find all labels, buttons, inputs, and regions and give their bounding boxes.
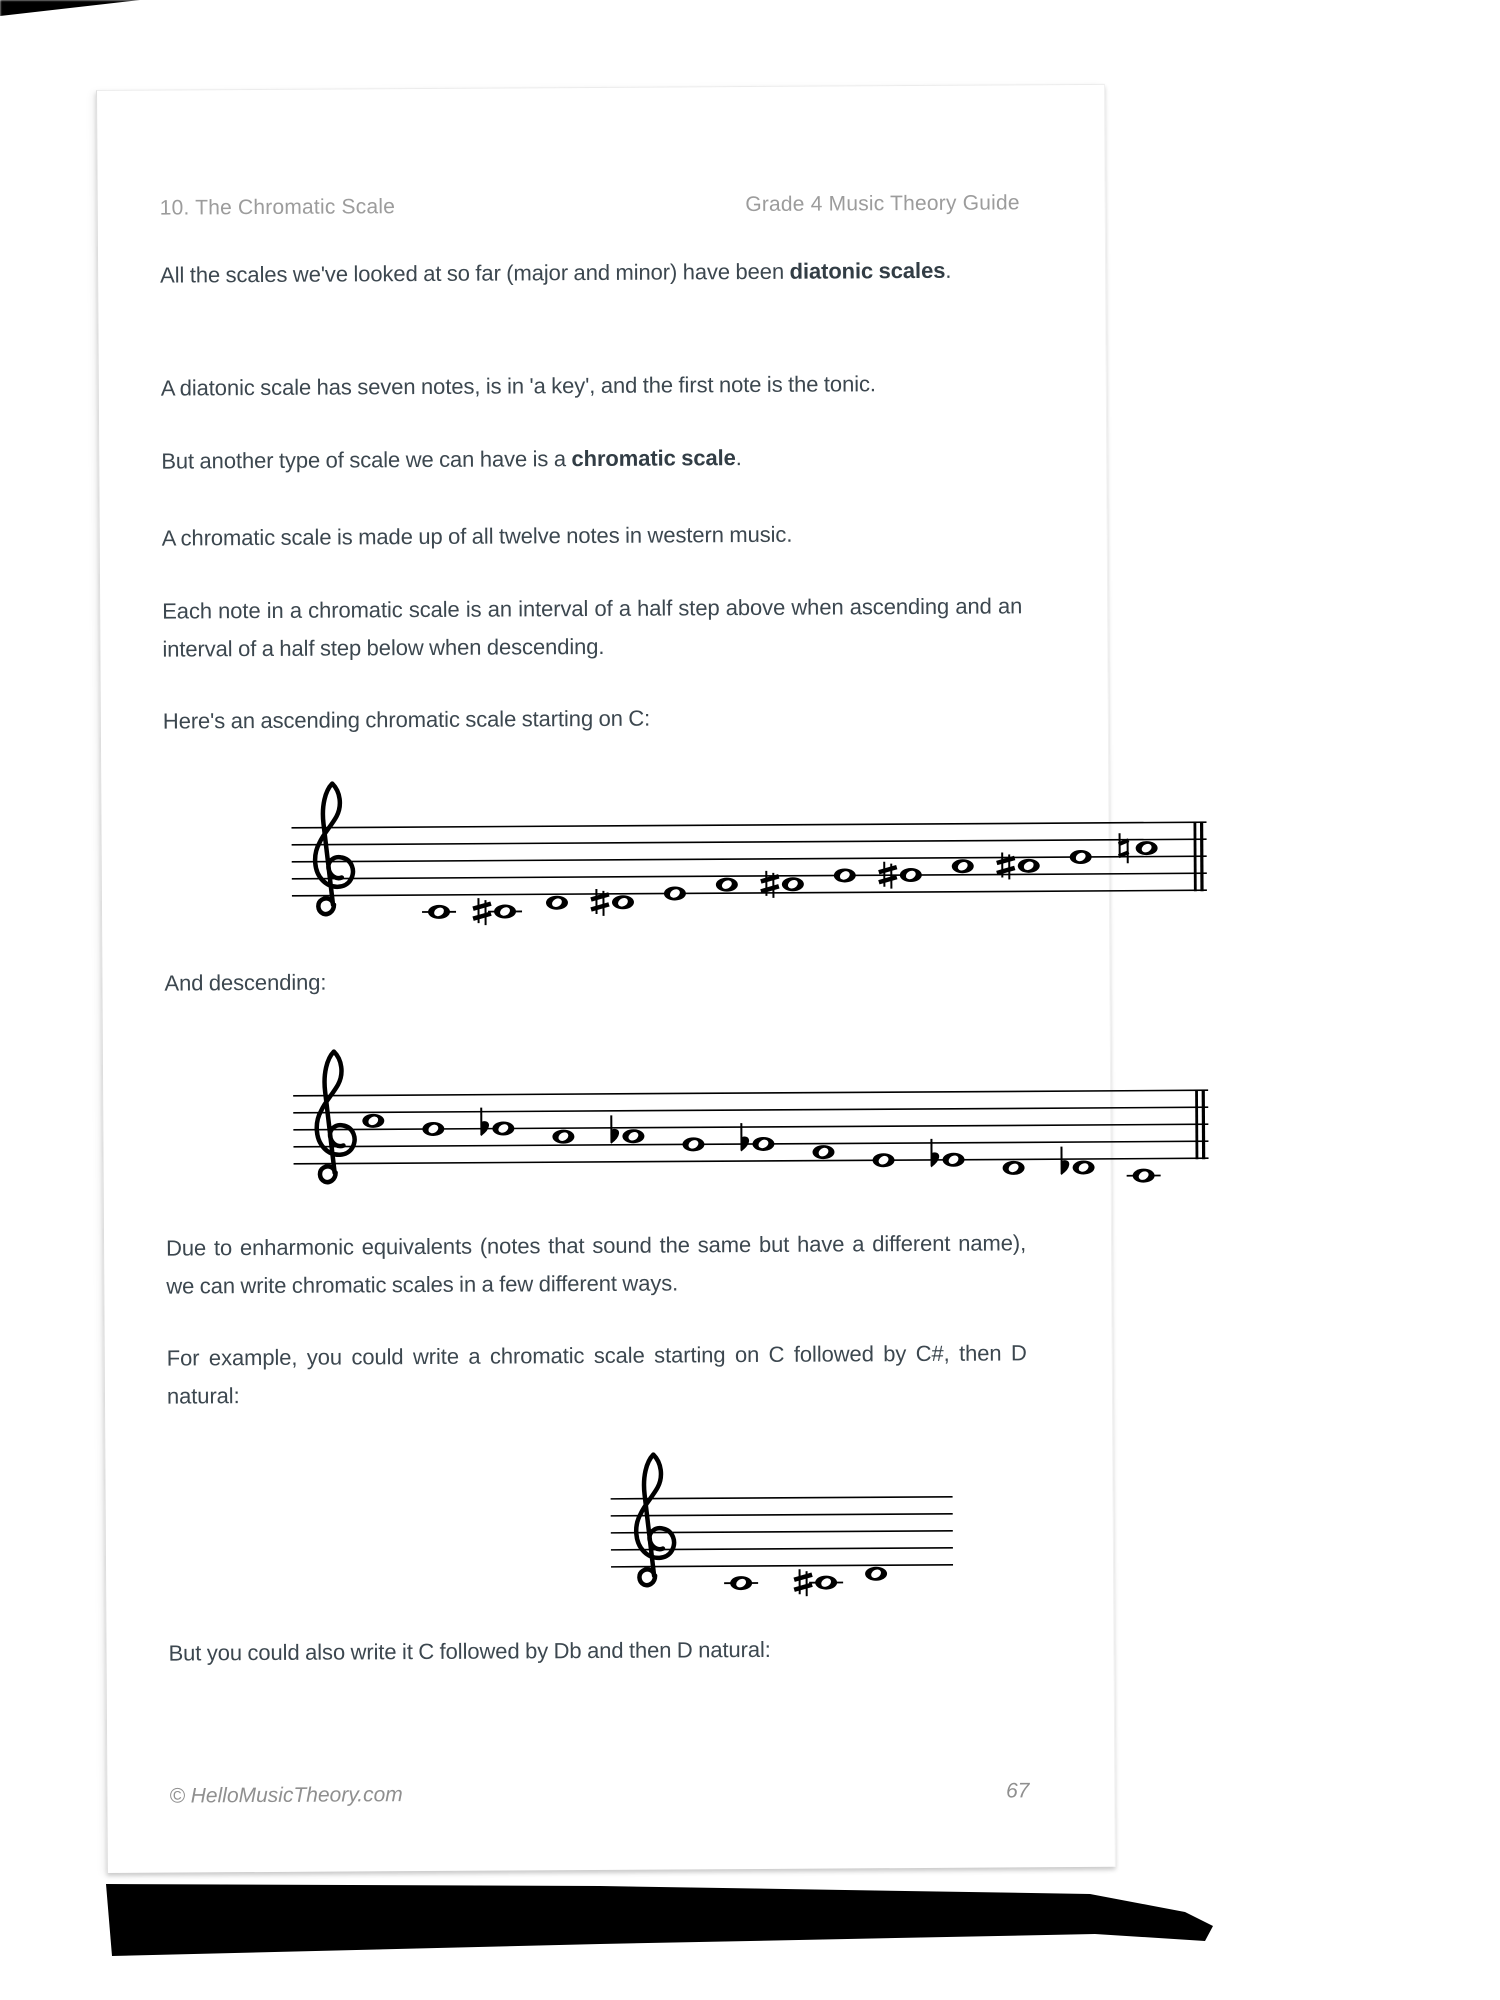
descending-chromatic-scale-notation bbox=[233, 1038, 1214, 1209]
paragraph-chromatic-intro bbox=[161, 437, 1021, 480]
paragraph-text: . bbox=[945, 257, 952, 283]
footer-copyright: © HelloMusicTheory.com bbox=[169, 1783, 403, 1808]
paragraph-example-lead-in: For example, you could write a chromatic scale starting on C followed by C#, then D natural: bbox=[166, 1340, 1027, 1409]
bold-term-diatonic-scales: diatonic scales bbox=[789, 257, 946, 284]
header-guide-title: Grade 4 Music Theory Guide bbox=[745, 191, 1020, 217]
paragraph-enharmonic: Due to enharmonic equivalents (notes that sound the same but have a different name), we can write chromatic scales in a few different ways. bbox=[165, 1230, 1027, 1299]
page-corner-shadow-top-left bbox=[0, 0, 150, 20]
paragraph-half-step: Each note in a chromatic scale is an interval of a half step above when ascending and an interval of a half step below when descending. bbox=[162, 593, 1023, 662]
paragraph-text: But another type of scale we can have is a bbox=[161, 446, 572, 474]
page-header bbox=[160, 191, 1020, 220]
page bbox=[96, 84, 1116, 1873]
paragraph-diatonic-definition: A diatonic scale has seven notes, is in 'a key', and the first note is the tonic. bbox=[160, 371, 876, 401]
paragraph-db-alternative: But you could also write it C followed by Db and then D natural: bbox=[168, 1636, 771, 1666]
paragraph-diatonic-intro bbox=[160, 251, 1020, 294]
header-section-title: 10. The Chromatic Scale bbox=[159, 195, 396, 220]
paragraph-text: . bbox=[735, 445, 742, 471]
page-bottom-shadow bbox=[90, 1855, 1225, 1970]
paragraph-descending-lead-in: And descending: bbox=[164, 969, 327, 996]
paragraph-text: All the scales we've looked at so far (major and minor) have been bbox=[160, 258, 790, 288]
bold-term-chromatic-scale: chromatic scale bbox=[571, 445, 736, 472]
paragraph-ascending-lead-in: Here's an ascending chromatic scale starting on C: bbox=[162, 705, 651, 734]
footer-page-number: 67 bbox=[1005, 1779, 1030, 1803]
c-csharp-d-example-notation bbox=[600, 1445, 966, 1612]
ascending-chromatic-scale-notation bbox=[231, 770, 1212, 941]
page-footer bbox=[169, 1779, 1029, 1808]
paragraph-chromatic-definition: A chromatic scale is made up of all twelve notes in western music. bbox=[161, 521, 793, 551]
